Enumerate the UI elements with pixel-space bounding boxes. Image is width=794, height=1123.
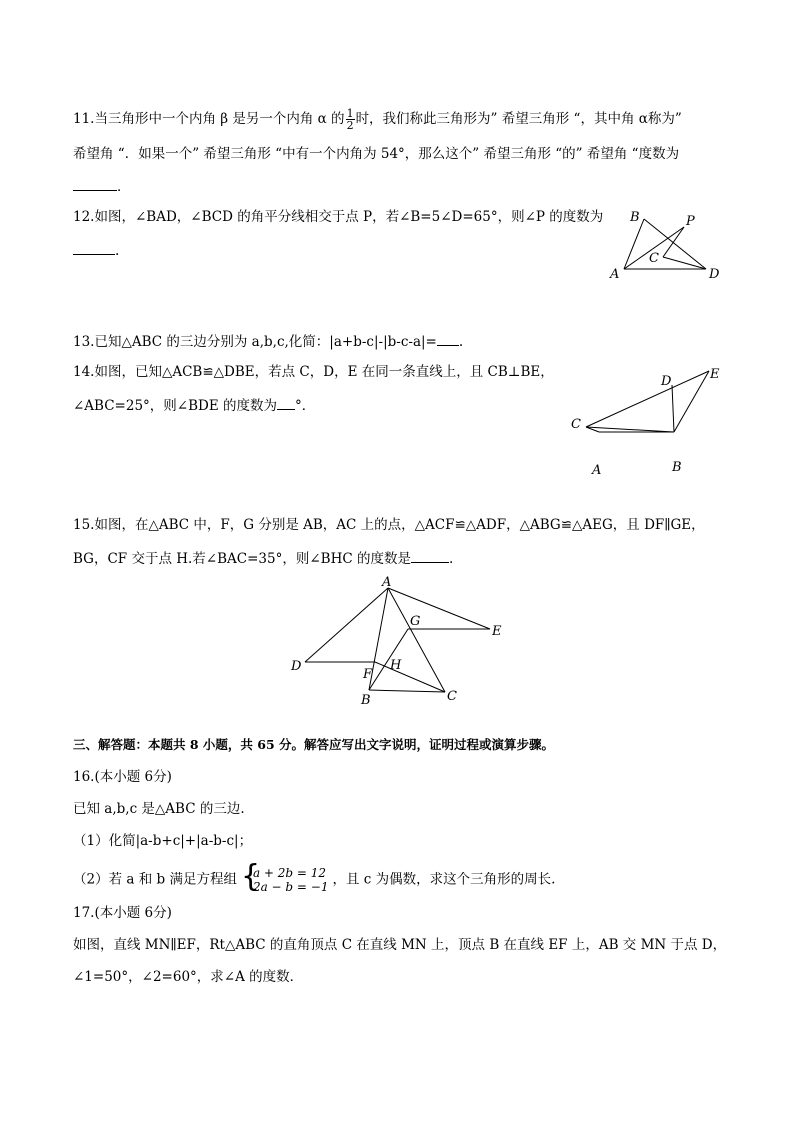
q16-part2-text-a: （2）若 a 和 b 满足方程组	[73, 871, 237, 888]
q15-segment-ac	[388, 588, 445, 692]
q15-end: .	[448, 551, 454, 567]
q11-end: ．	[117, 179, 131, 195]
q15-figure	[285, 572, 515, 712]
q16-title: 16.(本小题 6分)	[73, 769, 172, 785]
q14-label-b: B	[672, 460, 682, 475]
q15-label-f: F	[363, 667, 373, 682]
section3-heading: 三、解答题：本题共 8 小题，共 65 分。解答应写出文字说明，证明过程或演算步骤。	[73, 737, 555, 752]
q16-equation-system	[240, 859, 329, 894]
q17-line2: ∠1=50°，∠2=60°，求∠A 的度数．	[73, 969, 304, 985]
q13-end: .	[458, 334, 464, 350]
q11-line3	[73, 176, 131, 197]
q14-figure	[565, 365, 735, 480]
q15-line1: 15.如图，在△ABC 中，F，G 分别是 AB，AC 上的点，△ACF≌△ADF，△ABG≌△AEG，且 DF∥GE，	[73, 517, 705, 533]
q15-segment-fc	[375, 662, 445, 692]
q14-label-a: A	[592, 463, 602, 478]
q11-line2: 希望角 “．如果一个” 希望三角形 “中有一个内角为 54°，那么这个” 希望三角形 “的” 希望角 “度数为	[73, 146, 680, 162]
q16-part1: （1）化简|a-b+c|+|a-b-c|；	[73, 833, 253, 849]
q12-figure	[600, 205, 730, 285]
q16-part2	[73, 859, 556, 894]
q12-segment-pc	[663, 227, 684, 257]
q12-label-a: A	[610, 267, 620, 282]
q15-answer-blank[interactable]	[411, 548, 449, 563]
q14-segment-ce	[586, 371, 709, 427]
q12-line1: 12.如图，∠BAD，∠BCD 的角平分线相交于点 P，若∠B=5∠D=65°，则∠P 的度数为	[73, 209, 604, 225]
q16-brace: {	[240, 859, 261, 894]
q14-segment-cb	[586, 427, 674, 432]
q15-segment-bc	[369, 690, 445, 692]
q11-fraction	[346, 108, 355, 131]
q12-answer-blank[interactable]	[73, 240, 115, 255]
q15-label-g: G	[410, 614, 421, 629]
q12-segment-cd	[663, 257, 706, 269]
q16-eq2: 2a − b = −1	[252, 880, 329, 894]
q12-label-b: B	[630, 210, 640, 225]
q13-line	[73, 331, 463, 352]
q16-eq1: a + 2b = 12	[252, 866, 327, 880]
q11-line1	[73, 108, 682, 131]
q15-segment-ae	[388, 588, 490, 629]
q14-end: °．	[295, 398, 316, 414]
q11-text-a: 11.当三角形中一个内角 β 是另一个内角 α 的	[73, 111, 345, 127]
q14-segment-db	[672, 385, 674, 432]
q13-text: 13.已知△ABC 的三边分别为 a,b,c,化简：|a+b-c|-|b-c-a|=	[73, 334, 437, 350]
q15-label-a: A	[382, 575, 392, 590]
q14-line1: 14.如图，已知△ACB≌△DBE，若点 C，D，E 在同一条直线上，且 CB⊥BE，	[73, 364, 554, 380]
q13-answer-blank[interactable]	[437, 331, 459, 346]
q11-text-b: 时，我们称此三角形为” 希望三角形 “，其中角 α称为”	[355, 111, 682, 127]
q16-line1: 已知 a,b,c 是△ABC 的三边.	[73, 801, 245, 817]
q12-end: .	[115, 243, 120, 259]
q15-label-c: C	[447, 689, 457, 704]
q15-label-h: H	[390, 658, 402, 673]
q17-line1: 如图，直线 MN∥EF，Rt△ABC 的直角顶点 C 在直线 MN 上，顶点 B 在直线 EF 上，AB 交 MN 于点 D，	[73, 937, 727, 953]
q14-label-e: E	[710, 367, 720, 382]
q14-line2	[73, 395, 315, 416]
q11-answer-blank[interactable]	[73, 176, 117, 191]
q15-label-d: D	[291, 659, 302, 674]
q17-title: 17.(本小题 6分)	[73, 905, 172, 921]
q15-text: BG，CF 交于点 H.若∠BAC=35°，则∠BHC 的度数是	[73, 551, 411, 567]
q11-frac-num: 1	[346, 107, 354, 120]
q14-label-d: D	[661, 374, 672, 389]
q14-label-c: C	[571, 417, 581, 432]
q12-line2	[73, 240, 119, 261]
q11-frac-den: 2	[346, 119, 354, 132]
q16-part2-text-b: ，且 c 为偶数，求这个三角形的周长.	[332, 871, 556, 888]
q14-answer-blank[interactable]	[277, 395, 295, 410]
q12-label-d: D	[709, 267, 720, 282]
q12-label-p: P	[686, 214, 695, 229]
q14-segment-eb	[674, 371, 709, 432]
q14-text: ∠ABC=25°，则∠BDE 的度数为	[73, 398, 278, 414]
q15-segment-ad	[305, 588, 388, 662]
q12-label-c: C	[649, 251, 659, 266]
q15-label-e: E	[492, 624, 502, 639]
q15-label-b: B	[361, 693, 371, 708]
q15-line2	[73, 548, 453, 569]
